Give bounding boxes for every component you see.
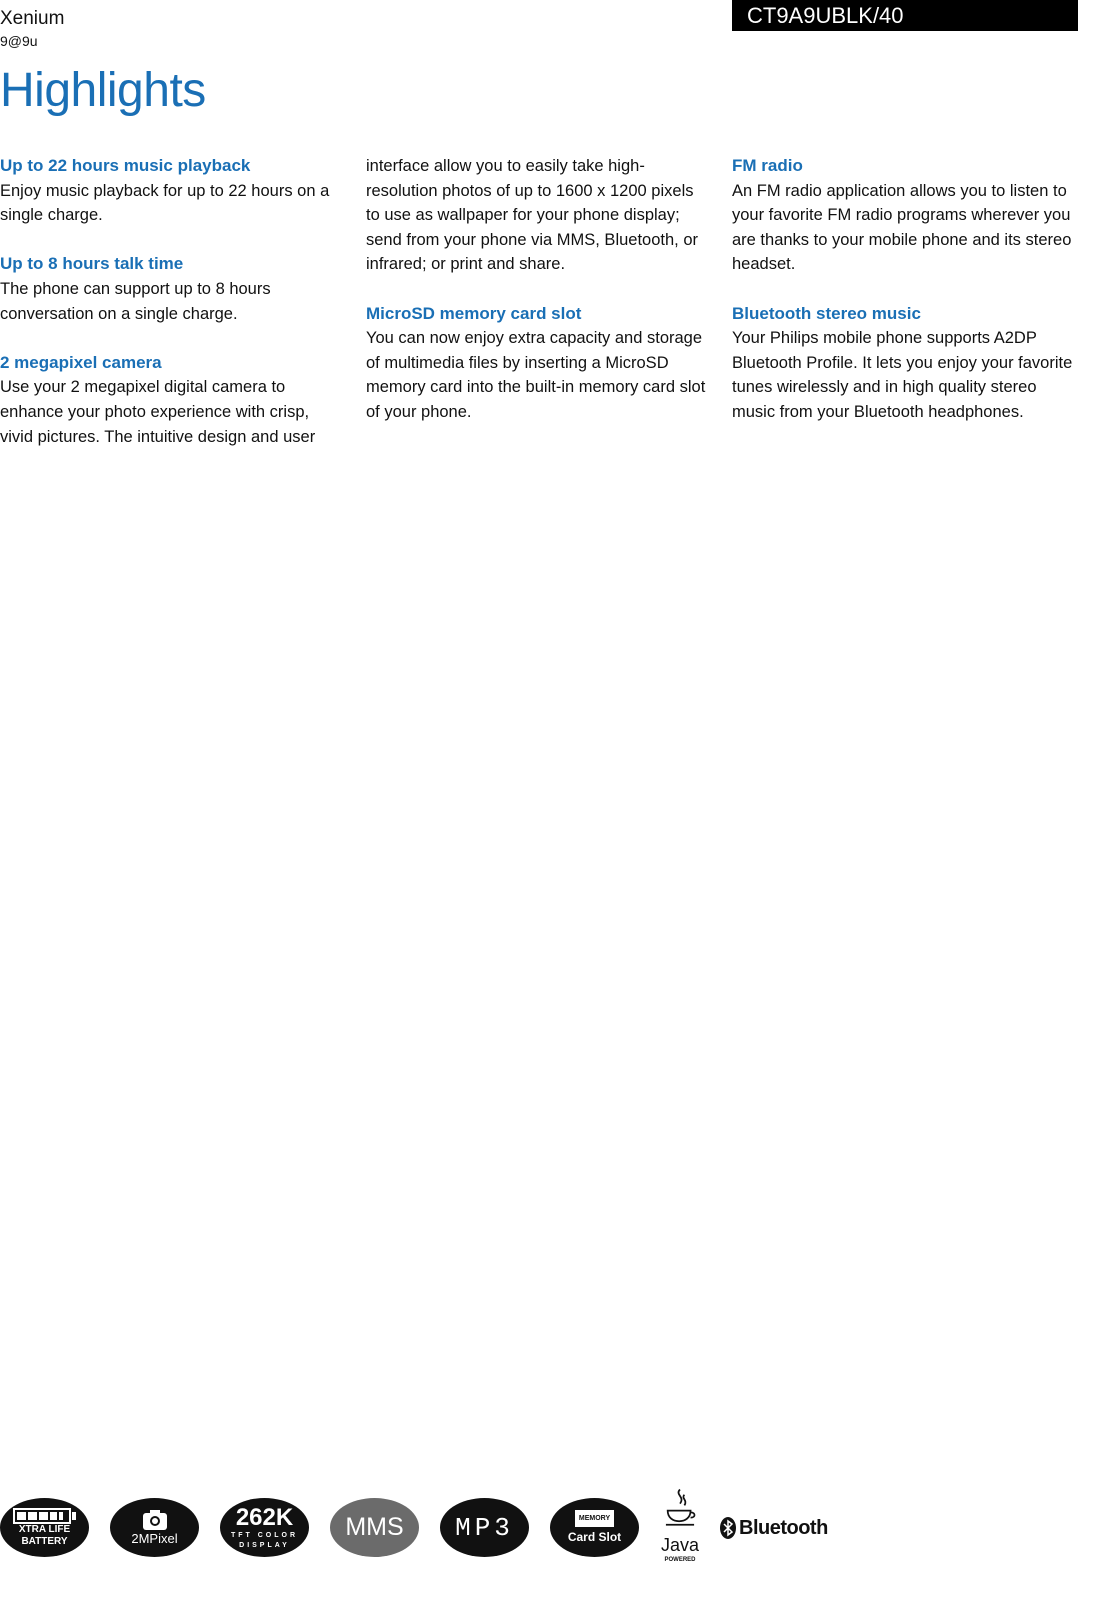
badge-text: 2MPixel: [131, 1530, 178, 1546]
section-heading: Bluetooth stereo music: [732, 303, 921, 323]
section-body: Enjoy music playback for up to 22 hours on a single charge.: [0, 181, 330, 225]
bluetooth-logo: [720, 1516, 828, 1540]
badge-text: DISPLAY: [239, 1542, 290, 1549]
column-2: [366, 154, 711, 449]
bluetooth-text: Bluetooth: [739, 1517, 828, 1539]
section-body: You can now enjoy extra capacity and storage of multimedia files by inserting a MicroSD memory card into the built-in memory card slot of your phone.: [366, 329, 706, 421]
highlight-fm-radio: [732, 154, 1077, 277]
java-powered-text: POWERED: [664, 1557, 696, 1563]
section-body: The phone can support up to 8 hours conversation on a single charge.: [0, 279, 271, 323]
java-cup-icon: [660, 1486, 700, 1530]
display-badge: [220, 1498, 309, 1557]
model-number: CT9A9UBLK/40: [732, 0, 1078, 31]
camera-badge: [110, 1498, 199, 1557]
badge-text: TFT COLOR: [230, 1532, 299, 1539]
section-body: Use your 2 megapixel digital camera to enhance your photo experience with crisp, vivid pictures. The intuitive design and user: [0, 378, 316, 446]
java-text: Java: [660, 1535, 700, 1555]
column-1: [0, 154, 345, 474]
section-heading: Up to 22 hours music playback: [0, 156, 251, 175]
camera-icon: [142, 1509, 168, 1531]
highlight-microsd: [366, 302, 711, 425]
brand-name: Xenium: [0, 8, 65, 29]
feature-badges: [0, 1498, 1098, 1598]
badge-text: MMS: [345, 1513, 404, 1541]
battery-icon: [13, 1508, 77, 1524]
product-subtitle: 9@9u: [0, 33, 38, 49]
section-heading: Up to 8 hours talk time: [0, 254, 184, 274]
memory-card-icon: MEMORY: [575, 1510, 614, 1527]
section-body: An FM radio application allows you to listen to your favorite FM radio programs wherever you are thanks to your mobile phone and its stereo headset.: [732, 181, 1072, 274]
section-heading: FM radio: [732, 156, 803, 175]
highlight-bluetooth: [732, 302, 1077, 425]
column-3: [732, 154, 1077, 449]
bluetooth-icon: [720, 1517, 736, 1539]
battery-badge: [0, 1498, 89, 1557]
badge-text: XTRA LIFE: [18, 1523, 71, 1535]
memory-card-badge: [550, 1498, 639, 1557]
badge-text: Card Slot: [567, 1530, 622, 1544]
badge-text: BATTERY: [21, 1535, 68, 1547]
page-title: Highlights: [0, 64, 206, 117]
badge-text: 262K: [235, 1504, 294, 1531]
section-body: Your Philips mobile phone supports A2DP Bluetooth Profile. It lets you enjoy your favorite tunes wirelessly and in high quality stereo music from your Bluetooth headphones.: [732, 329, 1073, 421]
section-heading: 2 megapixel camera: [0, 352, 162, 372]
java-logo: [658, 1486, 702, 1565]
highlight-camera: [0, 351, 345, 449]
mp3-badge: [440, 1498, 529, 1557]
highlight-music-playback: [0, 154, 345, 228]
mms-badge: [330, 1498, 419, 1557]
highlight-talk-time: [0, 252, 345, 326]
section-body: interface allow you to easily take high-resolution photos of up to 1600 x 1200 pixels to use as wallpaper for your phone display; send from your phone via MMS, Bluetooth, or infrared; or print and share.: [366, 157, 698, 274]
badge-text: MP3: [455, 1512, 514, 1543]
highlight-camera-continued: [366, 154, 711, 277]
section-heading: MicroSD memory card slot: [366, 303, 582, 323]
